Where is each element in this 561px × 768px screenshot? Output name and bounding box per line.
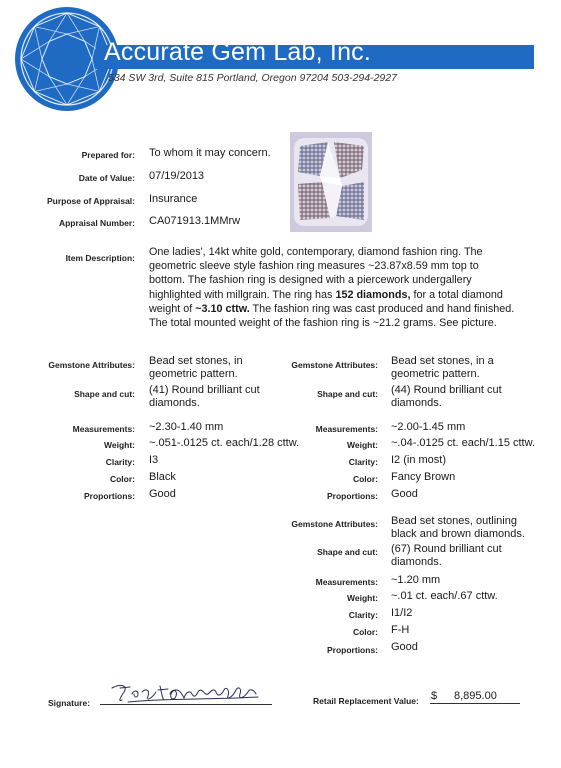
date-label: Date of Value:: [78, 173, 135, 183]
purpose-value: Insurance: [149, 193, 198, 205]
company-name: Accurate Gem Lab, Inc.: [104, 38, 372, 66]
gem3-proportions: Good: [391, 641, 418, 653]
gem3-shape: (67) Round brilliant cut diamonds.: [391, 543, 502, 568]
description-text-3: The fashion ring was cast produced and hand finished. The total mounted weight of the fashion ring is ~21.2 grams. See picture.: [149, 302, 515, 330]
prepared-for-label: Prepared for:: [81, 150, 135, 160]
gem3-color-label: Color:: [352, 627, 378, 637]
description-text-1: One ladies', 14kt white gold, contemporary, diamond fashion ring. The geometric sleeve style fashion ring measures ~23.87x8.59 mm top to bottom. The fashion ring is designed with a piercework undergallery highlighted with millgrain. The ring has: [149, 246, 483, 301]
item-description: [149, 245, 515, 330]
gem1-shape: (41) Round brilliant cut diamonds.: [149, 384, 260, 409]
gem2-attributes: Bead set stones, in a geometric pattern.: [391, 355, 494, 380]
gem2-measurements-label: Measurements:: [315, 424, 378, 434]
gem1-color-label: Color:: [109, 474, 135, 484]
appraisal-number-label: Appraisal Number:: [58, 218, 135, 228]
gem2-measurements: ~2.00-1.45 mm: [391, 421, 466, 433]
gem2-proportions-label: Proportions:: [327, 491, 378, 501]
gem1-weight-label: Weight:: [103, 440, 135, 450]
diamond-count: 152 diamonds,: [335, 288, 411, 301]
description-text-2: for a total diamond weight of: [149, 288, 503, 315]
gem2-weight-label: Weight:: [346, 440, 378, 450]
gem1-proportions-label: Proportions:: [84, 491, 135, 501]
gem2-clarity: I2 (in most): [391, 454, 447, 466]
replacement-value-label: Retail Replacement Value:: [313, 696, 419, 706]
gem3-attributes-label: Gemstone Attributes:: [291, 519, 378, 529]
gem3-weight: ~.01 ct. each/.67 cttw.: [391, 590, 498, 602]
gem1-clarity: I3: [149, 454, 159, 466]
gem2-weight: ~.04-.0125 ct. each/1.15 cttw.: [391, 437, 536, 449]
gem2-color: Fancy Brown: [391, 471, 456, 483]
date-value: 07/19/2013: [149, 170, 205, 182]
gem2-shape-label: Shape and cut:: [317, 389, 378, 399]
gem2-color-label: Color:: [352, 474, 378, 484]
gem3-color: F-H: [391, 624, 410, 636]
gem2-proportions: Good: [391, 488, 418, 500]
company-address: 534 SW 3rd, Suite 815 Portland, Oregon 97204 503-294-2927: [108, 72, 397, 84]
gem3-proportions-label: Proportions:: [327, 645, 378, 655]
item-description-label: Item Description:: [65, 253, 135, 263]
gem1-measurements: ~2.30-1.40 mm: [149, 421, 224, 433]
gem3-shape-label: Shape and cut:: [317, 547, 378, 557]
gem1-measurements-label: Measurements:: [72, 424, 135, 434]
gem3-measurements-label: Measurements:: [315, 577, 378, 587]
gem2-clarity-label: Clarity:: [348, 457, 378, 467]
gem3-clarity-label: Clarity:: [348, 610, 378, 620]
gem1-shape-label: Shape and cut:: [74, 389, 135, 399]
ring-photo: [290, 132, 372, 232]
signature-line: [100, 704, 272, 705]
prepared-for-value: To whom it may concern.: [149, 147, 271, 159]
replacement-value-line: [430, 703, 520, 704]
gem1-attributes-label: Gemstone Attributes:: [48, 360, 135, 370]
gem1-proportions: Good: [149, 488, 176, 500]
gem3-weight-label: Weight:: [346, 593, 378, 603]
currency-symbol: $: [431, 690, 438, 702]
gem1-weight: ~.051-.0125 ct. each/1.28 cttw.: [149, 437, 300, 449]
replacement-value: 8,895.00: [454, 690, 497, 702]
purpose-label: Purpose of Appraisal:: [46, 196, 135, 206]
appraisal-number-value: CA071913.1MMrw: [149, 215, 241, 227]
gem3-attributes: Bead set stones, outlining black and brown diamonds.: [391, 515, 525, 540]
gem1-clarity-label: Clarity:: [105, 457, 135, 467]
handwritten-signature: [108, 680, 264, 706]
gem1-color: Black: [149, 471, 176, 483]
signature-label: Signature:: [48, 698, 91, 708]
gem2-attributes-label: Gemstone Attributes:: [291, 360, 378, 370]
total-weight: ~3.10 cttw.: [195, 302, 250, 315]
gem3-clarity: I1/I2: [391, 607, 413, 619]
gem1-attributes: Bead set stones, in geometric pattern.: [149, 355, 243, 380]
gem3-measurements: ~1.20 mm: [391, 574, 441, 586]
gem2-shape: (44) Round brilliant cut diamonds.: [391, 384, 502, 409]
